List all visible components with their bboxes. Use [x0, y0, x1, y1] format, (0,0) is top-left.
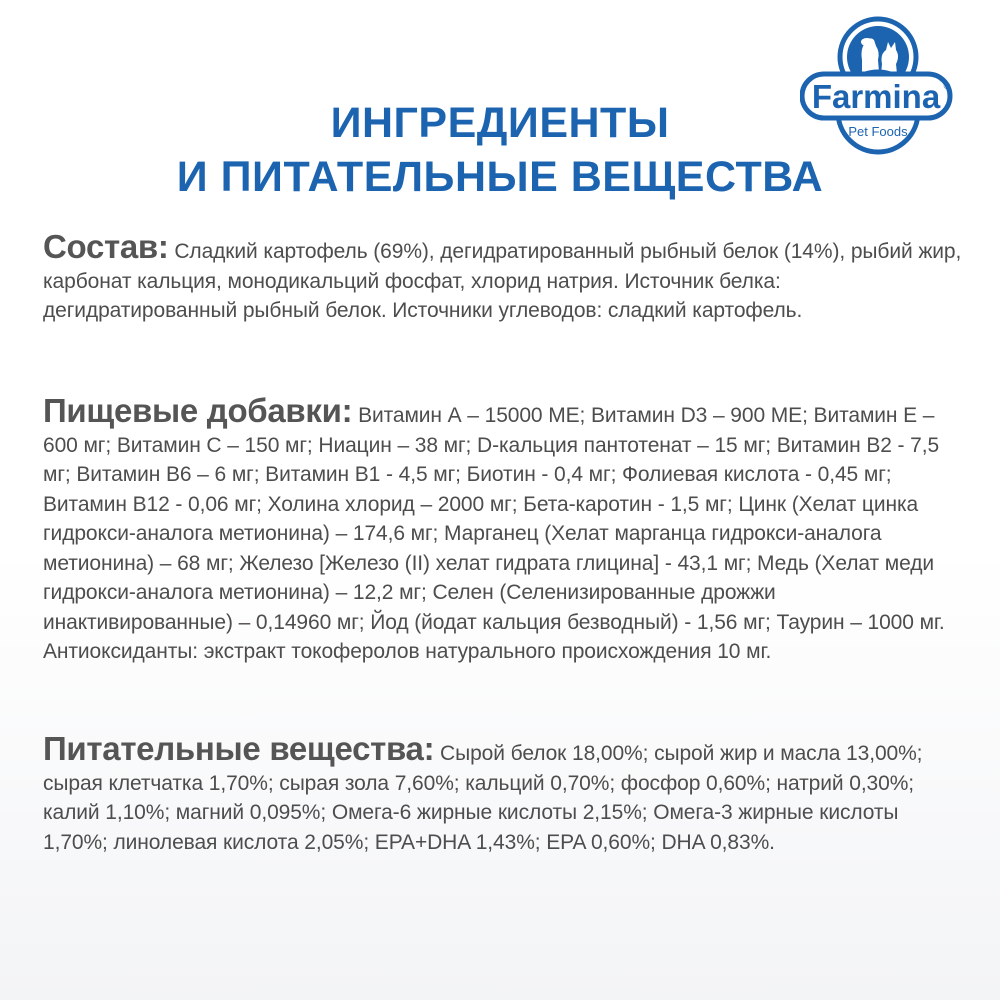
title-line-1: ИНГРЕДИЕНТЫ: [330, 99, 670, 147]
brand-sub: Pet Foods: [848, 124, 908, 139]
nutrients-section: [43, 730, 968, 857]
additives-text: Витамин А – 15000 МЕ; Витамин D3 – 900 МЕ; Витамин Е – 600 мг; Витамин С – 150 мг; Ниацин – 38 мг; D-кальция пантотенат – 15 мг; Витамин В2 - 7,5 мг; Витамин В6 – 6 мг; Витамин В1 - 4,5 мг; Биотин - 0,4 мг; Фолиевая кислота - 0,45 мг; Витамин В12 - 0,06 мг; Холина хлорид – 2000 мг; Бета-каротин - 1,5 мг; Цинк (Хелат цинка гидрокси-аналога метионина) – 174,6 мг; Марганец (Хелат марганца гидрокси-аналога метионина) – 68 мг; Железо [Железо (II) хелат гидрата глицина] - 43,1 мг; Медь (Хелат меди гидрокси-аналога метионина) – 12,2 мг; Селен (Селенизированные дрожжи инактивированные) – 0,14960 мг; Йод (йодат кальция безводный) - 1,56 мг; Таурин – 1000 мг. Антиоксиданты: экстракт токоферолов натурального происхождения 10 мг.: [43, 404, 945, 663]
composition-text: Сладкий картофель (69%), дегидратированный рыбный белок (14%), рыбий жир, карбонат кальция, монодикальций фосфат, хлорид натрия. Источник белка: дегидратированный рыбный белок. Источники углеводов: сладкий картофель.: [43, 240, 962, 322]
title-line-2: И ПИТАТЕЛЬНЫЕ ВЕЩЕСТВА: [176, 153, 824, 201]
page-title: [0, 96, 1000, 204]
nutrients-label: Питательные вещества:: [43, 730, 435, 767]
brand-name: Farmina: [811, 78, 941, 115]
nutrients-text: Сырой белок 18,00%; сырой жир и масла 13,00%; сырая клетчатка 1,70%; сырая зола 7,60%; кальций 0,70%; фосфор 0,60%; натрий 0,30%; калий 1,10%; магний 0,095%; Омега-6 жирные кислоты 2,15%; Омега-3 жирные кислоты 1,70%; линолевая кислота 2,05%; EPA+DHA 1,43%; EPA 0,60%; DHA 0,83%.: [43, 742, 923, 854]
additives-section: [43, 392, 968, 667]
composition-section: [43, 228, 968, 326]
additives-label: Пищевые добавки:: [43, 392, 353, 429]
registered-mark: ®: [943, 81, 951, 91]
composition-label: Состав:: [43, 228, 169, 265]
